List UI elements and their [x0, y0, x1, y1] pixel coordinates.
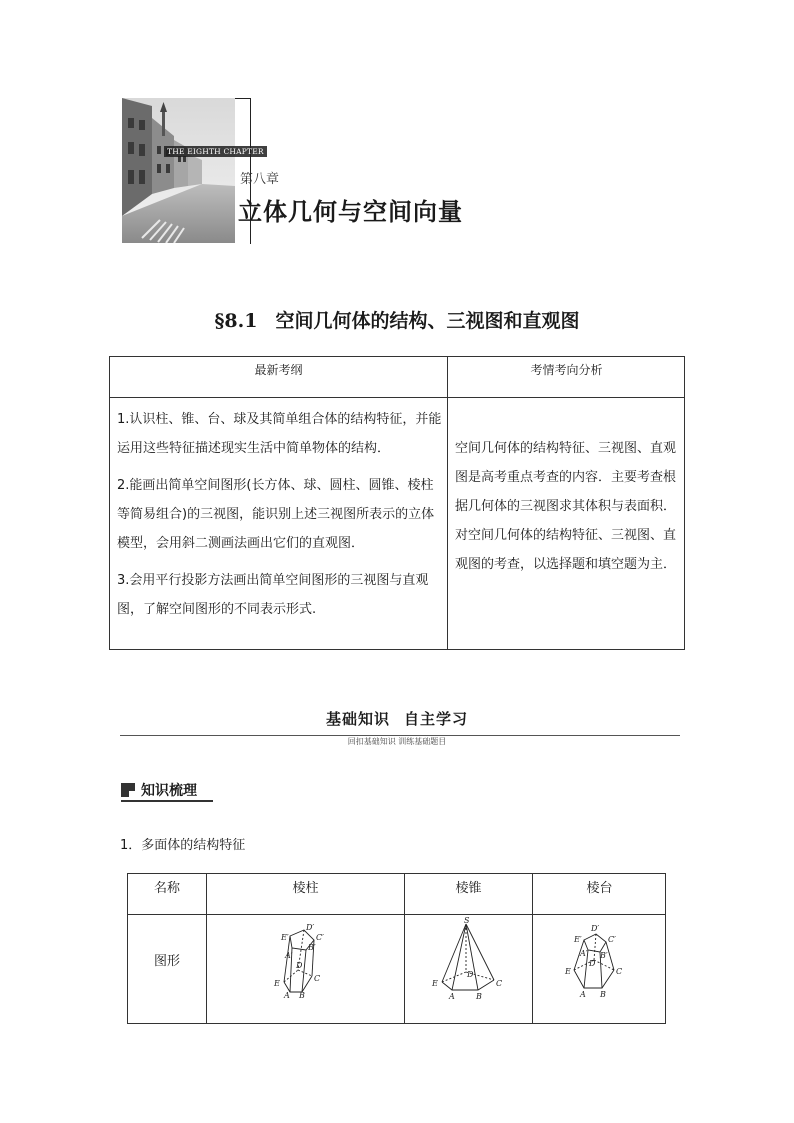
outline-table [109, 356, 685, 650]
svg-text:C: C [496, 979, 503, 988]
section-heading [0, 306, 794, 333]
prism-diagram [268, 918, 358, 1000]
svg-text:E: E [432, 979, 438, 988]
item-heading: 1．多面体的结构特征 [120, 838, 246, 853]
svg-text:B: B [476, 992, 482, 1001]
outline-header-requirements: 最新考纲 [254, 363, 303, 377]
basics-subtitle: 回扣基础知识 训练基础题目 [344, 737, 451, 746]
svg-text:D′: D′ [591, 924, 600, 933]
requirement-item: 3.会用平行投影方法画出简单空间图形的三视图与直观图，了解空间图形的不同表示形式. [117, 573, 429, 617]
basics-title-part1: 基础知识 [325, 710, 390, 728]
table-divider [447, 357, 448, 649]
knowledge-tag-label: 知识梳理 [141, 783, 197, 799]
table-divider [532, 874, 533, 1023]
svg-text:D: D [296, 961, 303, 970]
svg-text:E: E [274, 979, 280, 988]
header-pyramid: 棱锥 [455, 881, 482, 896]
header-frustum: 棱台 [586, 881, 613, 896]
svg-text:D: D [589, 959, 596, 968]
square-corner-icon [121, 783, 135, 797]
frustum-diagram [562, 918, 652, 1004]
svg-text:A: A [284, 991, 290, 1000]
chapter-number: 第八章 [240, 172, 280, 187]
svg-text:A′: A′ [285, 951, 293, 960]
svg-text:E: E [565, 967, 571, 976]
requirement-item: 1.认识柱、锥、台、球及其简单组合体的结构特征，并能运用这些特征描述现实生活中简单物体的结构． [117, 412, 442, 456]
svg-text:C: C [616, 967, 623, 976]
svg-text:C′: C′ [608, 935, 616, 944]
basics-heading [0, 708, 794, 729]
svg-text:B: B [299, 991, 305, 1000]
row-label-figure: 图形 [153, 954, 180, 969]
basics-subtitle-wrap [0, 729, 794, 748]
chapter-street-photo [122, 98, 235, 243]
analysis-cell: 空间几何体的结构特征、三视图、直观图是高考重点考查的内容．主要考查根据几何体的三视图求其体积与表面积．对空间几何体的结构特征、三视图、直观图的考查，以选择题和填空题为主． [455, 441, 677, 572]
svg-text:B′: B′ [600, 951, 608, 960]
svg-text:C: C [314, 974, 321, 983]
outline-header-analysis: 考情考向分析 [530, 363, 603, 377]
table-divider [110, 397, 684, 398]
header-name: 名称 [153, 881, 180, 896]
polyhedra-table [127, 873, 666, 1024]
table-divider [404, 874, 405, 1023]
table-divider [128, 914, 665, 915]
svg-text:S: S [464, 916, 470, 925]
svg-text:C′: C′ [316, 933, 324, 942]
chapter-english-label: THE EIGHTH CHAPTER [164, 146, 267, 157]
svg-text:A: A [580, 990, 586, 999]
pyramid-diagram [428, 916, 518, 1006]
table-divider [206, 874, 207, 1023]
svg-text:B′: B′ [308, 943, 316, 952]
basics-title-part2: 自主学习 [404, 710, 469, 728]
knowledge-tag-underline [121, 800, 213, 802]
section-number: §8.1 [214, 310, 258, 332]
header-prism: 棱柱 [292, 881, 319, 896]
svg-text:D′: D′ [306, 923, 315, 932]
svg-text:E′: E′ [574, 935, 582, 944]
requirement-item: 2.能画出简单空间图形(长方体、球、圆柱、圆锥、棱柱等简易组合)的三视图，能识别上述三视图所表示的立体模型，会用斜二测画法画出它们的直观图． [117, 478, 435, 551]
svg-text:A′: A′ [580, 949, 588, 958]
svg-text:E′: E′ [281, 933, 289, 942]
svg-text:B: B [600, 990, 606, 999]
requirements-cell [117, 405, 442, 632]
svg-text:A: A [449, 992, 455, 1001]
chapter-title: 立体几何与空间向量 [238, 198, 463, 226]
knowledge-tag [121, 780, 197, 800]
section-title: 空间几何体的结构、三视图和直观图 [275, 310, 580, 332]
svg-text:D: D [467, 970, 474, 979]
